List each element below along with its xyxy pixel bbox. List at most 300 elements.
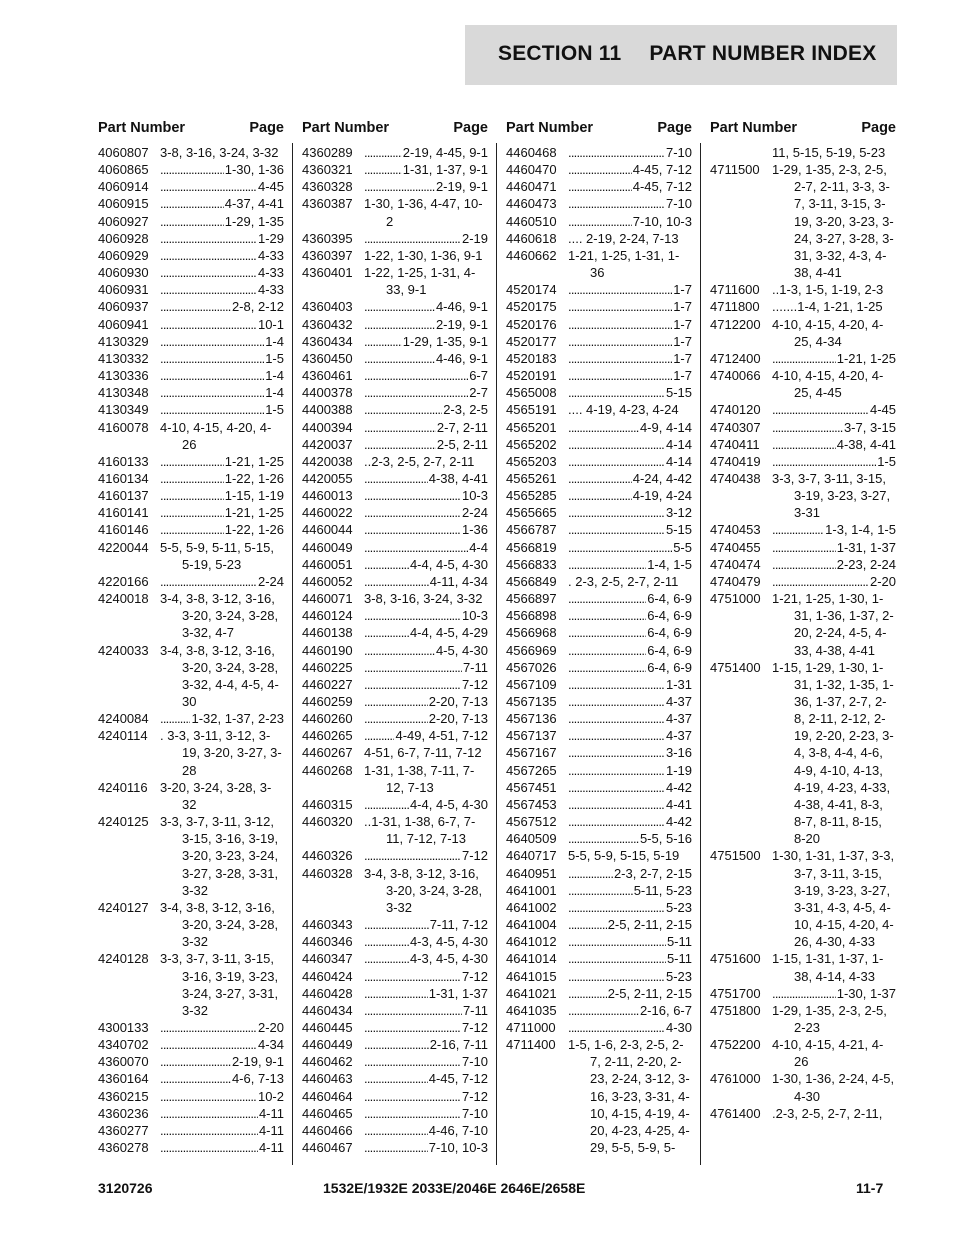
- index-row: [302, 556, 488, 573]
- dot-leader: [160, 333, 264, 350]
- part-number: 4711400: [506, 1037, 556, 1053]
- part-number: 4740307: [710, 419, 761, 435]
- part-number: 4460466: [302, 1122, 353, 1138]
- part-number: 4711600: [710, 282, 760, 298]
- page-refs: [568, 590, 692, 607]
- index-row: [302, 744, 488, 761]
- page-ref-text: 4-3, 4-5, 4-30: [409, 951, 488, 967]
- dot-leader: [364, 1139, 428, 1156]
- part-number: 4360277: [98, 1122, 149, 1138]
- dot-leader: [568, 933, 666, 950]
- index-row: [710, 539, 896, 556]
- dot-leader: [364, 487, 461, 504]
- index-row: [98, 144, 284, 161]
- part-number: 4460326: [302, 848, 353, 864]
- part-number: 4740474: [710, 556, 761, 572]
- page-ref-text: 10-3: [461, 608, 488, 624]
- page-refs: [160, 247, 284, 264]
- column-divider: [292, 143, 293, 1165]
- index-row: [98, 642, 284, 711]
- page-ref-text: 1-15, 1-19: [224, 488, 284, 504]
- index-row: [506, 161, 692, 178]
- part-number: 4567137: [506, 728, 557, 744]
- dot-leader: [160, 316, 257, 333]
- dot-leader: [160, 453, 224, 470]
- page-refs: [160, 401, 284, 418]
- page-refs: [772, 521, 896, 538]
- index-row: [506, 642, 692, 659]
- page-refs: [364, 847, 488, 864]
- dot-leader: [364, 539, 468, 556]
- page-ref-text: 1-4: [265, 368, 284, 384]
- index-row: [506, 384, 692, 401]
- index-row: [506, 453, 692, 470]
- part-number: 4460268: [302, 762, 353, 778]
- part-number: 4567453: [506, 796, 557, 812]
- part-number: 4420055: [302, 470, 353, 486]
- index-row: [710, 161, 896, 281]
- page-refs: [568, 144, 692, 161]
- part-number: 4240018: [98, 591, 149, 607]
- part-number: 4360432: [302, 316, 353, 332]
- page-refs: [568, 796, 692, 813]
- page-ref-text: 6-4, 6-9: [647, 608, 692, 624]
- part-number: 4567265: [506, 762, 557, 778]
- index-row: [302, 350, 488, 367]
- page-refs: 1-5, 1-6, 2-3, 2-5, 2-7, 2-11, 2-20, 2-23, 2-24, 3-12, 3-16, 3-23, 3-31, 4-10, 4-15, 4-19, 4-20, 4-23, 4-25, 4-29, 5-5, 5-9, 5-: [568, 1037, 690, 1156]
- page-refs: [364, 985, 488, 1002]
- part-number: 4360461: [302, 368, 353, 384]
- part-number: 4565665: [506, 505, 557, 521]
- page-refs: [568, 367, 692, 384]
- page-refs: [364, 419, 488, 436]
- part-number: 4060914: [98, 179, 149, 195]
- part-number: 4761400: [710, 1105, 761, 1121]
- part-number: 4060937: [98, 299, 149, 315]
- page-ref-text: 7-12: [461, 676, 488, 692]
- part-number: 4460260: [302, 711, 353, 727]
- page-refs: 1-22, 1-30, 1-36, 9-1: [364, 247, 483, 263]
- dot-leader: [364, 676, 461, 693]
- part-number: 4751500: [710, 848, 761, 864]
- dot-leader: [568, 676, 665, 693]
- page-refs: [364, 556, 488, 573]
- page-refs: [568, 830, 692, 847]
- index-row: [302, 865, 488, 916]
- page-ref-text: 10-2: [257, 1088, 284, 1104]
- page-refs: 1-31, 1-38, 7-11, 7-12, 7-13: [364, 762, 475, 795]
- page-refs: [364, 178, 488, 195]
- page-refs: [568, 436, 692, 453]
- page-refs: .......1-4, 1-21, 1-25: [772, 299, 883, 315]
- page-refs: [364, 367, 488, 384]
- page-refs: 4-10, 4-15, 4-20, 4-25, 4-34: [772, 316, 884, 349]
- index-row: [98, 213, 284, 230]
- page-ref-text: 1-31, 1-37, 9-1: [402, 162, 488, 178]
- part-number: 4240033: [98, 642, 149, 658]
- index-row: [302, 796, 488, 813]
- index-row: [506, 933, 692, 950]
- page-refs: [364, 1019, 488, 1036]
- index-row: [98, 419, 284, 453]
- part-number: 4460328: [302, 865, 353, 881]
- page-ref-text: 1-7: [673, 282, 692, 298]
- part-number: 4160146: [98, 522, 149, 538]
- index-row: [710, 401, 896, 418]
- page-ref-text: 4-4: [469, 539, 488, 555]
- page-refs: . 3-3, 3-11, 3-12, 3-19, 3-20, 3-27, 3-28: [160, 728, 282, 778]
- page-refs: [364, 161, 488, 178]
- page-ref-text: 7-11, 7-12: [429, 917, 488, 933]
- page-ref-text: 7-10: [461, 1105, 488, 1121]
- index-row: [98, 727, 284, 778]
- part-number: 4567512: [506, 814, 557, 830]
- index-row: [98, 1070, 284, 1087]
- page-refs: [568, 487, 692, 504]
- index-row: [302, 367, 488, 384]
- index-row: [710, 1070, 896, 1104]
- index-row: [506, 350, 692, 367]
- index-row: [506, 659, 692, 676]
- part-number: 4566897: [506, 591, 557, 607]
- page-ref-text: 7-10: [461, 1054, 488, 1070]
- index-row: [710, 985, 896, 1002]
- part-number: 4060930: [98, 265, 149, 281]
- part-number: 4360403: [302, 299, 353, 315]
- dot-leader: [568, 178, 632, 195]
- page-refs: [568, 659, 692, 676]
- page-refs: 1-22, 1-25, 1-31, 4-33, 9-1: [364, 265, 476, 298]
- page-refs: 1-29, 1-35, 2-3, 2-5, 2-7, 2-11, 3-3, 3-7, 3-11, 3-15, 3-19, 3-20, 3-23, 3-24, 3-27, 3-28, 3-31, 3-32, 4-3, 4-38, 4-41: [772, 162, 894, 281]
- part-number: 4566849: [506, 573, 557, 589]
- page-refs: [568, 899, 692, 916]
- index-row: [302, 933, 488, 950]
- part-number: 4751600: [710, 951, 761, 967]
- dot-leader: [568, 744, 665, 761]
- page-heading: Page: [453, 120, 488, 136]
- index-row: [98, 1019, 284, 1036]
- page-refs: [568, 865, 692, 882]
- page-ref-text: 4-24, 4-42: [632, 470, 692, 486]
- page-ref-text: 5-5: [673, 539, 692, 555]
- page-ref-text: 1-29: [257, 230, 284, 246]
- page-refs: [364, 573, 488, 590]
- index-row: [98, 230, 284, 247]
- part-number: 4240114: [98, 728, 148, 744]
- column-divider: [700, 143, 701, 1165]
- page-ref-text: 4-11, 4-34: [429, 573, 488, 589]
- dot-leader: [364, 384, 468, 401]
- index-column-1: [98, 120, 284, 1156]
- dot-leader: [568, 539, 672, 556]
- index-row: [98, 470, 284, 487]
- index-row: [302, 1002, 488, 1019]
- dot-leader: [364, 1070, 428, 1087]
- dot-leader: [364, 367, 468, 384]
- page-ref-text: 3-7, 3-15: [843, 419, 896, 435]
- column-header: [506, 120, 692, 144]
- page-refs: [160, 1088, 284, 1105]
- part-number: 4566898: [506, 608, 557, 624]
- index-row: [710, 436, 896, 453]
- page-refs: [160, 487, 284, 504]
- page-ref-text: 4-33: [257, 265, 284, 281]
- part-number: 4060927: [98, 213, 149, 229]
- dot-leader: [568, 195, 665, 212]
- dot-leader: [568, 659, 646, 676]
- part-number: 4460051: [302, 556, 353, 572]
- dot-leader: [568, 624, 646, 641]
- index-row: [710, 556, 896, 573]
- part-number: [710, 144, 772, 161]
- dot-leader: [568, 504, 665, 521]
- page-refs: [568, 453, 692, 470]
- page-ref-text: 1-29, 1-35, 9-1: [402, 333, 488, 349]
- dot-leader: [568, 796, 665, 813]
- part-number: 4400388: [302, 402, 353, 418]
- dot-leader: [364, 316, 435, 333]
- part-number: 4420037: [302, 436, 353, 452]
- page-ref-text: 1-4, 1-5: [647, 556, 692, 572]
- index-row: [302, 264, 488, 298]
- part-number: 4751000: [710, 591, 761, 607]
- index-row: [98, 1053, 284, 1070]
- part-number: 4460662: [506, 247, 557, 263]
- part-number-heading: Part Number: [506, 120, 594, 136]
- page-refs: [568, 968, 692, 985]
- page-refs: [160, 1053, 284, 1070]
- page-ref-text: 1-30, 1-37: [836, 985, 896, 1001]
- page-ref-text: 10-1: [257, 316, 284, 332]
- page-refs: [568, 350, 692, 367]
- page-ref-text: 6-4, 6-9: [647, 642, 692, 658]
- dot-leader: [160, 1139, 258, 1156]
- index-row: [302, 161, 488, 178]
- part-number: 4565203: [506, 453, 557, 469]
- page-ref-text: 7-11: [462, 1002, 488, 1018]
- part-number: 4360450: [302, 350, 353, 366]
- part-number: 4400378: [302, 385, 353, 401]
- page-refs: 1-29, 1-35, 2-3, 2-5, 2-23: [772, 1002, 887, 1035]
- part-number: 4740438: [710, 470, 761, 486]
- page-refs: [364, 316, 488, 333]
- dot-leader: [364, 401, 442, 418]
- column-divider: [496, 143, 497, 1165]
- dot-leader: [364, 161, 402, 178]
- index-row: [302, 247, 488, 264]
- page-ref-text: 2-19, 4-45, 9-1: [402, 145, 488, 160]
- part-number: 4460315: [302, 796, 353, 812]
- page-refs: [160, 298, 284, 315]
- page-refs: [364, 624, 488, 641]
- page-ref-text: 1-4: [265, 333, 284, 349]
- dot-leader: [364, 1105, 461, 1122]
- column-header: [710, 120, 896, 144]
- index-row: [506, 504, 692, 521]
- part-number: 4160133: [98, 453, 149, 469]
- page-refs: [568, 333, 692, 350]
- index-row: [98, 281, 284, 298]
- part-number: 4641001: [506, 882, 557, 898]
- dot-leader: [364, 1122, 428, 1139]
- index-row: [98, 487, 284, 504]
- dot-leader: [568, 899, 665, 916]
- page-refs: [568, 1019, 692, 1036]
- part-number: 4460044: [302, 522, 353, 538]
- page-ref-text: 1-19: [665, 762, 692, 778]
- index-row: [710, 950, 896, 984]
- page-refs: [364, 539, 488, 556]
- index-row: [98, 1036, 284, 1053]
- index-row: [506, 847, 692, 864]
- index-row: [710, 419, 896, 436]
- part-number: 4460449: [302, 1037, 353, 1053]
- page-refs: [364, 487, 488, 504]
- dot-leader: [568, 607, 646, 624]
- page-refs: [160, 281, 284, 298]
- index-row: [98, 573, 284, 590]
- part-number: 4400394: [302, 419, 353, 435]
- index-row: [98, 350, 284, 367]
- part-number: 4565285: [506, 488, 557, 504]
- part-number: 4640717: [506, 848, 557, 864]
- page-refs: .... 2-19, 2-24, 7-13: [568, 230, 679, 246]
- index-row: [506, 556, 692, 573]
- page-ref-text: 2-3, 2-5: [443, 402, 488, 418]
- dot-leader: [568, 727, 665, 744]
- index-row: [506, 230, 692, 247]
- index-row: [506, 298, 692, 315]
- dot-leader: [364, 607, 461, 624]
- part-number: 4566833: [506, 556, 557, 572]
- index-column-2: [302, 120, 488, 1156]
- page-ref-text: 4-38, 4-41: [428, 470, 488, 486]
- page-ref-text: 7-12: [461, 1088, 488, 1104]
- index-row: [302, 195, 488, 229]
- page-ref-text: 5-15: [665, 385, 692, 401]
- dot-leader: [568, 985, 607, 1002]
- dot-leader: [568, 367, 672, 384]
- index-row: [98, 521, 284, 538]
- page-ref-text: 4-33: [257, 282, 284, 298]
- page-ref-text: 5-11: [666, 934, 692, 950]
- page-refs: [364, 504, 488, 521]
- index-row: [98, 247, 284, 264]
- page-refs: [772, 401, 896, 418]
- index-row: [506, 281, 692, 298]
- page-refs: [364, 333, 488, 350]
- page-ref-text: 4-4, 4-5, 4-30: [409, 556, 488, 572]
- part-number: 4360289: [302, 145, 353, 160]
- dot-leader: [364, 1053, 461, 1070]
- part-number: 4300133: [98, 1019, 149, 1035]
- part-number: 4751700: [710, 985, 761, 1001]
- page-ref-text: 1-3, 1-4, 1-5: [825, 522, 896, 538]
- dot-leader: [772, 521, 824, 538]
- page-refs: [568, 195, 692, 212]
- dot-leader: [160, 401, 264, 418]
- part-number: 4460267: [302, 745, 353, 761]
- page-refs: [160, 1036, 284, 1053]
- part-number: 4360328: [302, 179, 353, 195]
- index-row: [302, 521, 488, 538]
- index-row: [710, 847, 896, 950]
- page-refs: .... 4-19, 4-23, 4-24: [568, 402, 679, 418]
- page-ref-text: 2-24: [461, 505, 488, 521]
- dot-leader: [364, 1088, 461, 1105]
- page-ref-text: 2-5, 2-11: [436, 436, 488, 452]
- index-row: [302, 1019, 488, 1036]
- dot-leader: [364, 1019, 461, 1036]
- index-row: [302, 624, 488, 641]
- part-number: 4460465: [302, 1105, 353, 1121]
- part-number: 4567109: [506, 676, 557, 692]
- part-number: 4752200: [710, 1037, 761, 1053]
- page-refs: 1-30, 1-36, 4-47, 10-2: [364, 196, 483, 229]
- page-refs: [364, 916, 488, 933]
- page-refs: [160, 161, 284, 178]
- dot-leader: [364, 727, 394, 744]
- part-number: 4060807: [98, 145, 149, 160]
- page-refs: [160, 195, 284, 212]
- page-refs: [364, 470, 488, 487]
- part-number: 4130332: [98, 350, 149, 366]
- index-row: [302, 230, 488, 247]
- dot-leader: [772, 985, 836, 1002]
- part-number: 4460124: [302, 608, 353, 624]
- part-number: 4240125: [98, 814, 149, 830]
- part-number: 4641012: [506, 934, 557, 950]
- index-row: [98, 316, 284, 333]
- part-number: 4460468: [506, 145, 557, 160]
- index-row: [98, 367, 284, 384]
- page-ref-text: 1-7: [673, 333, 692, 349]
- index-row: [302, 1070, 488, 1087]
- page-refs: [160, 1070, 284, 1087]
- page-refs: ..2-3, 2-5, 2-7, 2-11: [364, 453, 475, 469]
- dot-leader: [568, 556, 646, 573]
- part-number: 4740453: [710, 522, 761, 538]
- page-heading: Page: [249, 120, 284, 136]
- page-refs: [160, 213, 284, 230]
- index-row: [506, 436, 692, 453]
- dot-leader: [772, 539, 836, 556]
- page-refs: 3-4, 3-8, 3-12, 3-16, 3-20, 3-24, 3-28, 3-32, 4-7: [160, 591, 279, 641]
- page-refs: [364, 230, 488, 247]
- page-ref-text: 4-37: [665, 694, 692, 709]
- page-ref-text: 4-46, 7-10: [428, 1122, 488, 1138]
- dot-leader: [160, 178, 257, 195]
- index-row: [710, 1105, 896, 1122]
- dot-leader: [364, 230, 461, 247]
- dot-leader: [772, 453, 876, 470]
- dot-leader: [568, 693, 665, 710]
- index-row: [506, 796, 692, 813]
- index-row: [98, 950, 284, 1019]
- page-refs: [364, 727, 488, 744]
- page-refs: [160, 1139, 284, 1156]
- dot-leader: [160, 1088, 257, 1105]
- page-ref-text: 4-6, 7-13: [231, 1071, 284, 1087]
- page-refs: [364, 710, 488, 727]
- part-number: 4460049: [302, 539, 353, 555]
- page-ref-text: 3-16: [665, 745, 692, 761]
- part-number: 4220166: [98, 573, 149, 589]
- dot-leader: [772, 573, 869, 590]
- dot-leader: [160, 195, 224, 212]
- page-ref-text: 2-7: [469, 385, 488, 401]
- index-row: [302, 727, 488, 744]
